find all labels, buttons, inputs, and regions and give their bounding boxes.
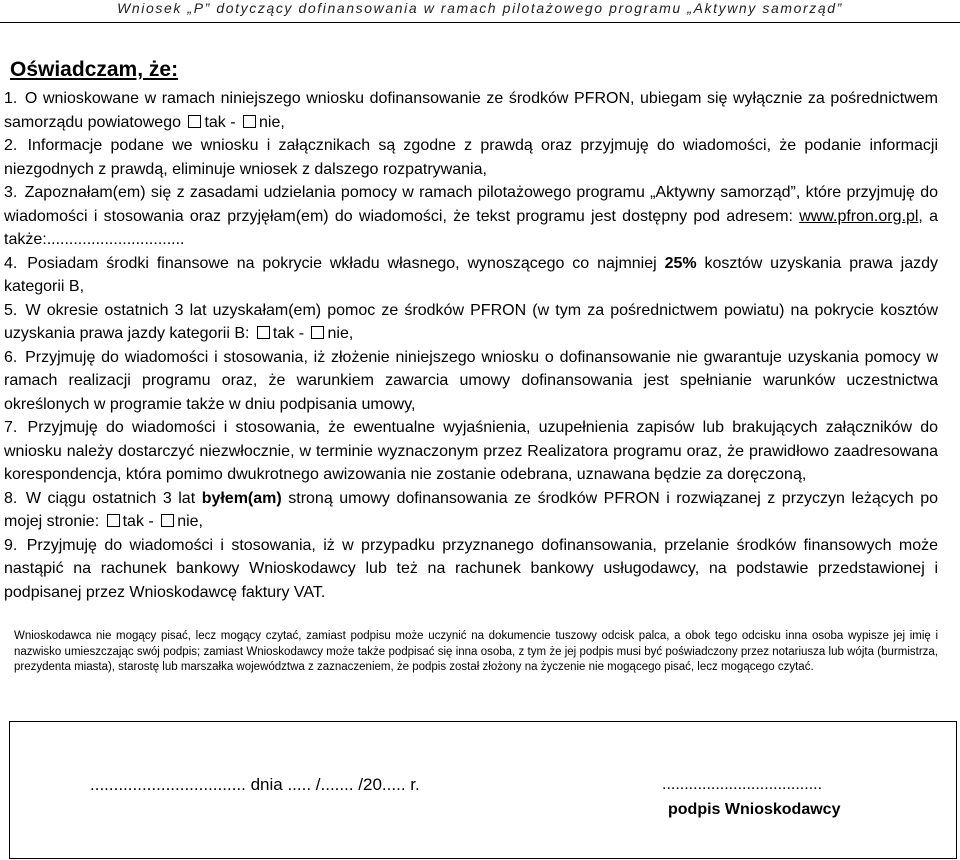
checkbox-yes[interactable] [188, 115, 201, 128]
declaration-item-6: 6. Przyjmuję do wiadomości i stosowania, iż złożenie niniejszego wniosku o dofinansowanie nie gwarantuje uzyskania pomocy w ramach realizacji programu oraz, że warunkiem zawarcia umowy dofinansowania jest spełnianie warunków uczestnictwa określonych w programie także w dniu podpisania umowy, [4, 348, 938, 413]
checkbox-no[interactable] [311, 326, 324, 339]
checkbox-yes[interactable] [257, 326, 270, 339]
header-title: Wniosek „P” dotyczący dofinansowania w ramach pilotażowego programu „Aktywny samorząd” [117, 0, 843, 16]
declaration-item-3: 3. Zapoznałam(em) się z zasadami udzielania pomocy w ramach pilotażowego programu „Aktywny samorząd”, które przyjmuję do wiadomości i stosowania oraz przyjęłam(em) do wiadomości, że tekst programu jest dostępny pod adresem: www.pfron.org.pl, a także:............................... [4, 184, 938, 248]
declaration-item-9: 9. Przyjmuję do wiadomości i stosowania, iż w przypadku przyznanego dofinansowania, przelanie środków finansowych może nastąpić na rachunek bankowy Wnioskodawcy lub też na rachunek bankowy usługodawcy, na podstawie przedstawionej i podpisanej przez Wnioskodawcę faktury VAT. [4, 536, 938, 601]
signature-note: Wnioskodawca nie mogący pisać, lecz mogący czytać, zamiast podpisu może uczynić na dokumencie tuszowy odcisk palca, a obok tego odcisku inna osoba wypisze jej imię i nazwisko umieszczając swój podpis; zamiast Wnioskodawcy może także podpisać się inna osoba, z tym że jej podpis musi być poświadczony przez notariusza lub wójta (burmistrza, prezydenta miasta), starostę lub marszałka województwa z zaznaczeniem, że podpis został złożony na życzenie nie mogącego pisać, lecz mogącego czytać. [14, 630, 938, 673]
declaration-item-8: 8. W ciągu ostatnich 3 lat byłem(am) stroną umowy dofinansowania ze środków PFRON i rozwiązanej z przyczyn leżących po mojej stronie: tak - nie, [4, 489, 939, 530]
declaration-list [4, 87, 938, 604]
checkbox-yes[interactable] [107, 514, 120, 527]
declaration-item-1: 1. O wnioskowane w ramach niniejszego wniosku dofinansowanie ze środków PFRON, ubiegam się wyłącznie za pośrednictwem samorządu powiatowego tak - nie, [4, 90, 938, 131]
signature-label: podpis Wnioskodawcy [668, 801, 841, 818]
declaration-heading: Oświadczam, że: [10, 58, 179, 81]
declaration-item-7: 7. Przyjmuję do wiadomości i stosowania, że ewentualne wyjaśnienia, uzupełnienia zapisów lub brakujących załączników do wniosku należy dostarczyć niezwłocznie, w terminie wyznaczonym przez Realizatora programu oraz, że prawidłowo zaadresowana korespondencja, która pomimo dwukrotnego awizowania nie zostanie odebrana, uznawana będzie za doręczoną, [4, 419, 938, 483]
signature-line[interactable]: .................................... [662, 776, 823, 793]
declaration-item-5: 5. W okresie ostatnich 3 lat uzyskałam(em) pomoc ze środków PFRON (w tym za pośrednictwem powiatu) na pokrycie kosztów uzyskania prawa jazdy kategorii B: tak - nie, [4, 301, 938, 342]
pfron-link[interactable]: www.pfron.org.pl [799, 207, 919, 225]
document-header [0, 0, 960, 22]
checkbox-no[interactable] [161, 514, 174, 527]
header-divider [0, 22, 960, 23]
date-line[interactable]: ................................. dnia ..... /....... /20..... r. [90, 775, 420, 794]
declaration-item-4: 4. Posiadam środki finansowe na pokrycie wkładu własnego, wynoszącego co najmniej 25% kosztów uzyskania prawa jazdy kategorii B, [4, 254, 939, 295]
declaration-item-2: 2. Informacje podane we wniosku i załącznikach są zgodne z prawdą oraz przyjmuję do wiadomości, że podanie informacji niezgodnych z prawdą, eliminuje wniosek z dalszego rozpatrywania, [4, 137, 938, 178]
checkbox-no[interactable] [243, 115, 256, 128]
